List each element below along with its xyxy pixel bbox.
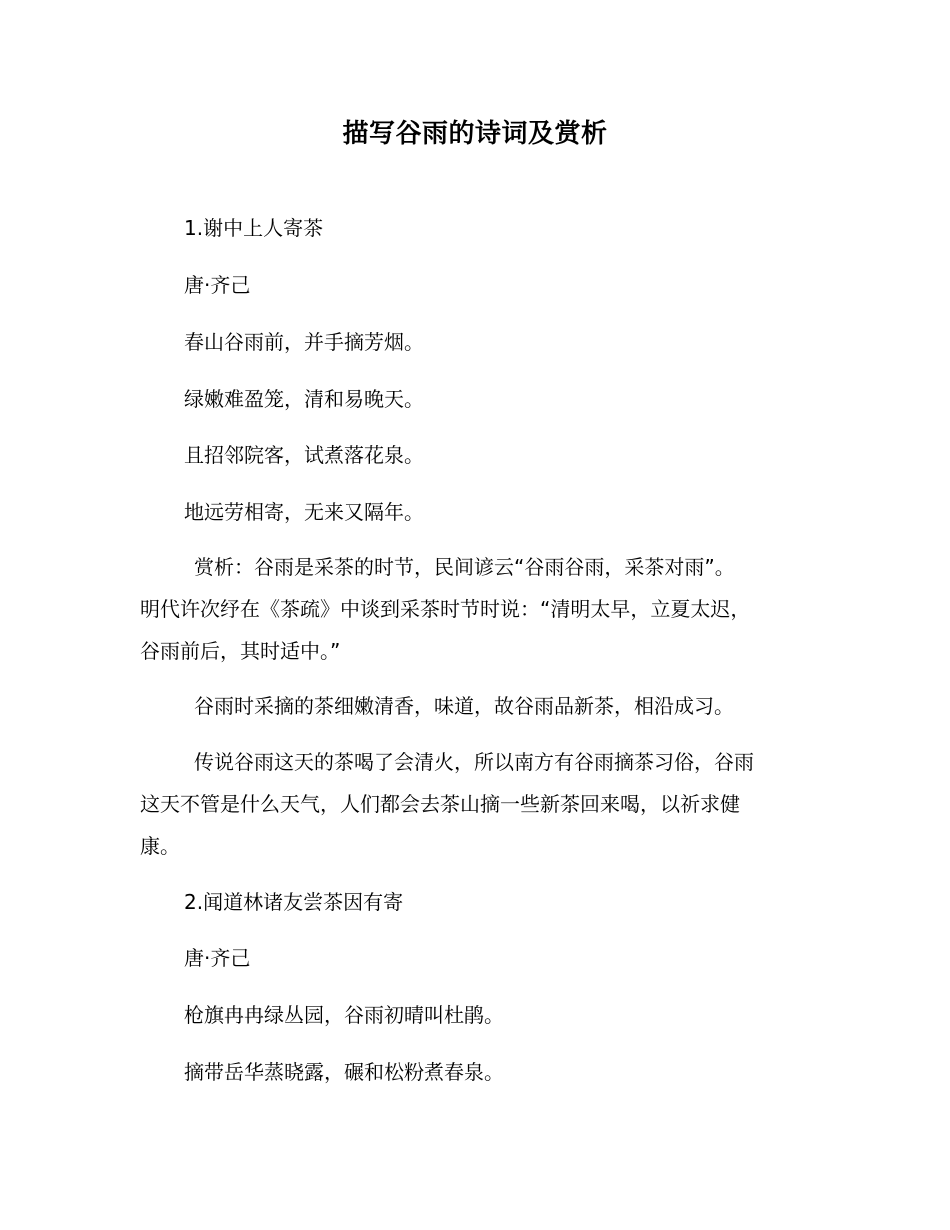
analysis-p1-line-2: 明代许次纾在《茶疏》中谈到采茶时节时说：“清明太早，立夏太迟， <box>140 597 751 621</box>
analysis-paragraph-3 <box>140 741 812 867</box>
analysis-p2-line-1: 谷雨时采摘的茶细嫩清香，味道，故谷雨品新茶，相沿成习。 <box>194 694 734 718</box>
poem1-author: 唐·齐己 <box>184 273 251 297</box>
poem1-heading: 1.谢中上人寄茶 <box>184 216 324 240</box>
analysis-p1-line-1: 赏析：谷雨是采茶的时节，民间谚云“谷雨谷雨，采茶对雨”。 <box>194 555 735 579</box>
analysis-p1-line-3: 谷雨前后，其时适中。” <box>140 639 341 663</box>
poem1-line-4: 地远劳相寄，无来又隔年。 <box>184 500 424 524</box>
poem2-author: 唐·齐己 <box>184 946 251 970</box>
analysis-p3-line-1: 传说谷雨这天的茶喝了会清火，所以南方有谷雨摘茶习俗，谷雨 <box>194 750 754 774</box>
poem2-line-2: 摘带岳华蒸晓露，碾和松粉煮春泉。 <box>184 1060 504 1084</box>
document-title: 描写谷雨的诗词及赏析 <box>342 119 608 149</box>
analysis-p3-line-3: 康。 <box>140 834 180 858</box>
analysis-paragraph-1 <box>140 546 812 672</box>
poem2-heading: 2.闻道林诸友尝茶因有寄 <box>184 890 404 914</box>
poem1-line-1: 春山谷雨前，并手摘芳烟。 <box>184 330 424 354</box>
poem1-line-2: 绿嫩难盈笼，清和易晚天。 <box>184 387 424 411</box>
poem1-line-3: 且招邻院客，试煮落花泉。 <box>184 443 424 467</box>
analysis-paragraph-2 <box>140 685 812 727</box>
poem2-line-1: 枪旗冉冉绿丛园，谷雨初晴叫杜鹃。 <box>184 1003 504 1027</box>
analysis-p3-line-2: 这天不管是什么天气，人们都会去茶山摘一些新茶回来喝，以祈求健 <box>140 792 740 816</box>
